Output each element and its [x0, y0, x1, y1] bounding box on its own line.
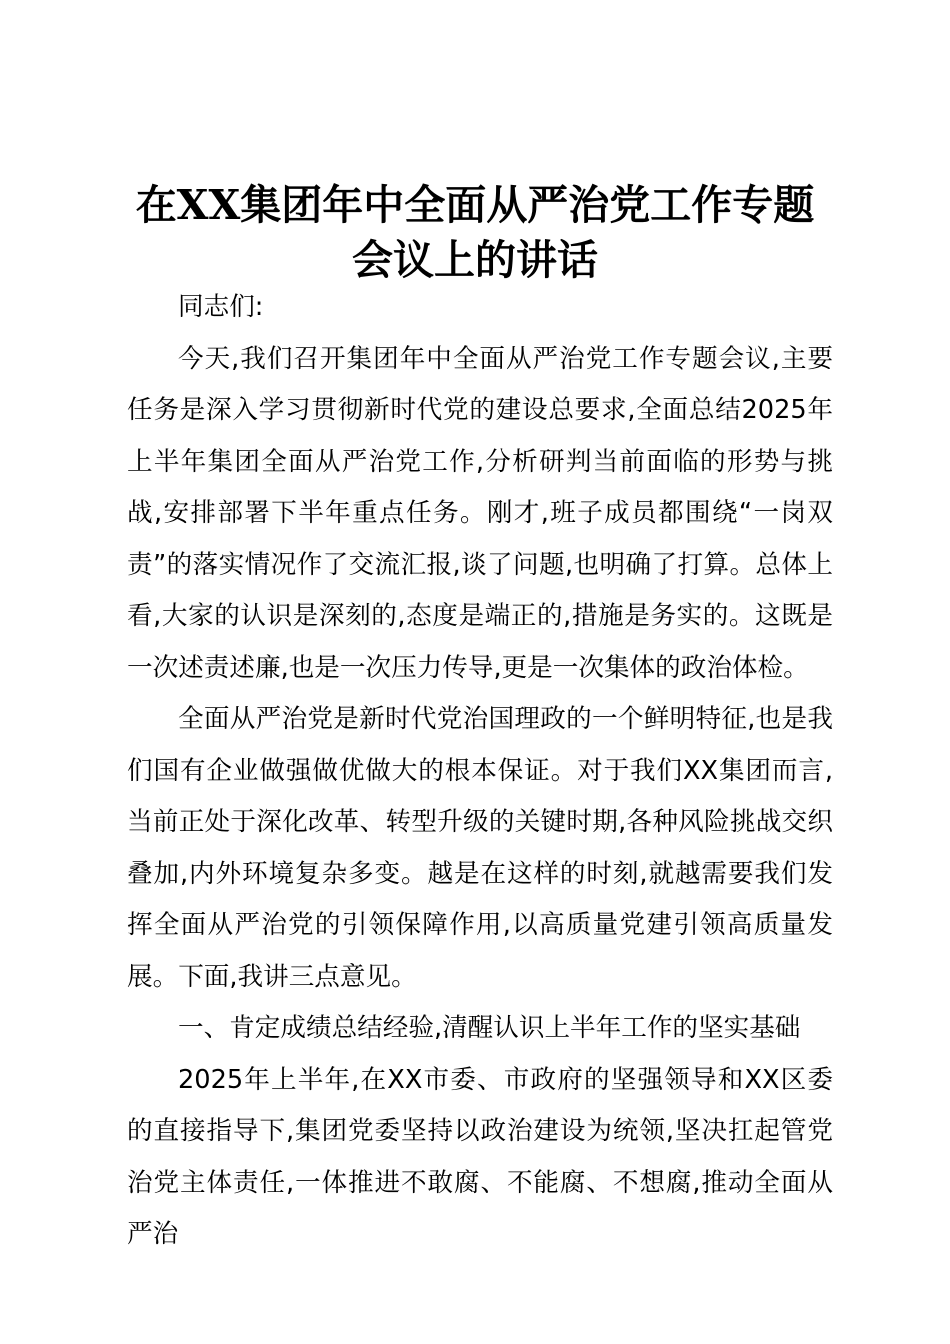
section-heading-1: 一、肯定成绩总结经验,清醒认识上半年工作的坚实基础: [178, 1013, 801, 1043]
document-body: [127, 282, 833, 1261]
paragraph-significance: 全面从严治党是新时代党治国理政的一个鲜明特征,也是我们国有企业做强做优做大的根本保证。对于我们XX集团而言,当前正处于深化改革、转型升级的关键时期,各种风险挑战交织叠加,内外环境复杂多变。越是在这样的时刻,就越需要我们发挥全面从严治党的引领保障作用,以高质量党建引领高质量发展。下面,我讲三点意见。: [127, 704, 833, 992]
document-title: 在XX集团年中全面从严治党工作专题会议上的讲话: [135, 181, 815, 284]
paragraph-achievements: 2025年上半年,在XX市委、市政府的坚强领导和XX区委的直接指导下,集团党委坚持以政治建设为统领,坚决扛起管党治党主体责任,一体推进不敢腐、不能腐、不想腐,推动全面从严治: [127, 1064, 833, 1249]
salutation: 同志们:: [178, 292, 264, 322]
paragraph-opening: 今天,我们召开集团年中全面从严治党工作专题会议,主要任务是深入学习贯彻新时代党的建设总要求,全面总结2025年上半年集团全面从严治党工作,分析研判当前面临的形势与挑战,安排部署下半年重点任务。刚才,班子成员都围绕“一岗双责”的落实情况作了交流汇报,谈了问题,也明确了打算。总体上看,大家的认识是深刻的,态度是端正的,措施是务实的。这既是一次述责述廉,也是一次压力传导,更是一次集体的政治体检。: [127, 343, 833, 683]
